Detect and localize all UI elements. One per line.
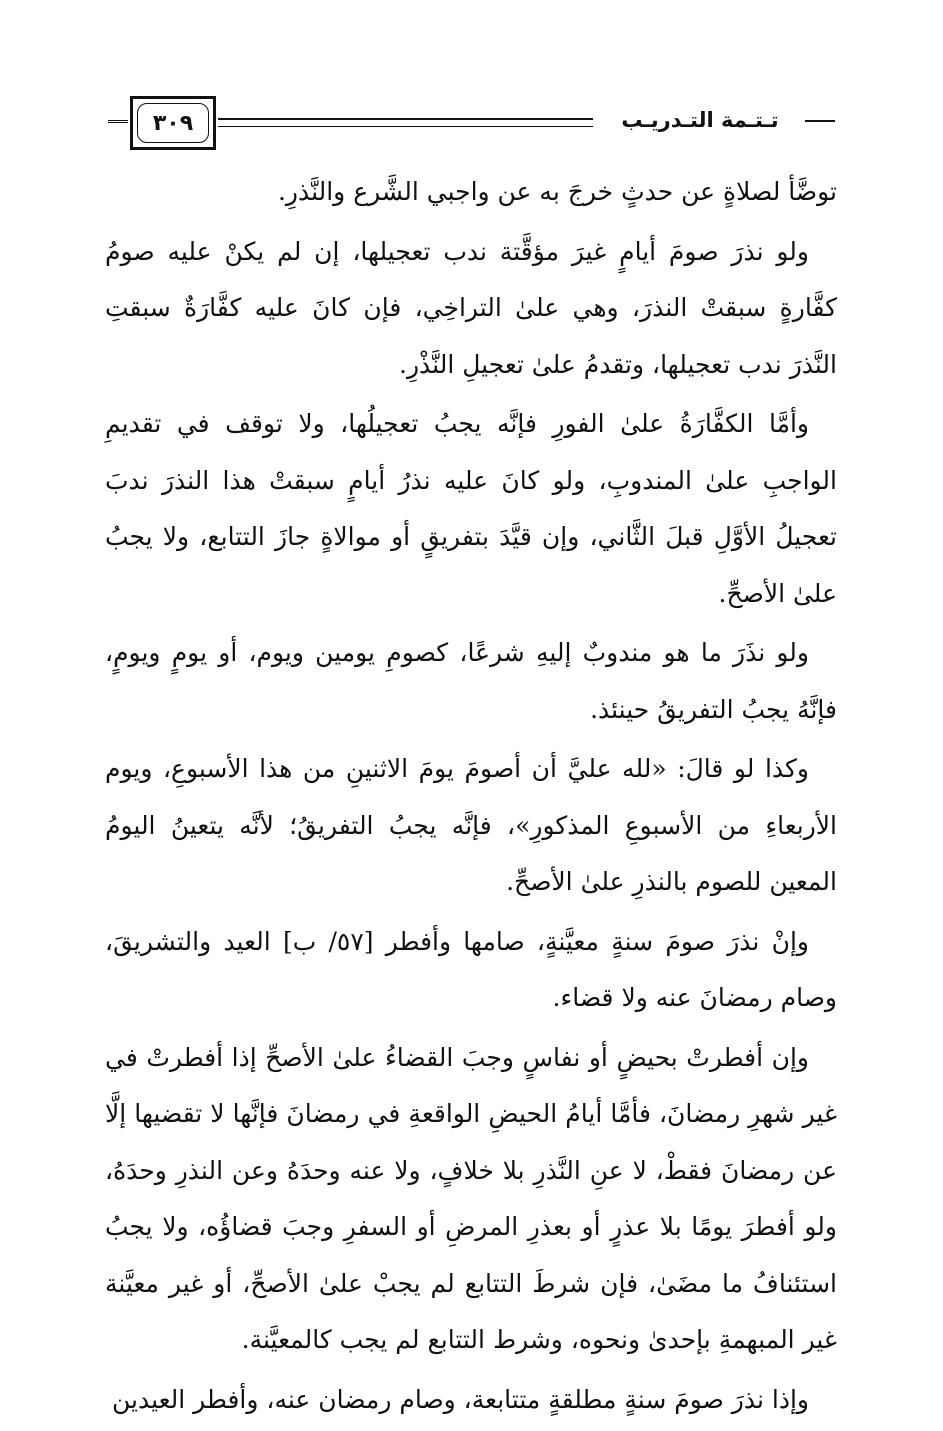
paragraph: وإذا نذرَ صومَ سنةٍ مطلقةٍ متتابعة، وصام رمضان عنه، وأفطر العيدين	[111, 1384, 809, 1414]
page-number-frame	[130, 96, 216, 150]
paragraph: وإنْ نذرَ صومَ سنةٍ معيَّنةٍ، صامها وأفطر [٥٧/ ب] العيد والتشريقَ، وصام رمضانَ عنه ولا قضاء.	[105, 926, 837, 1012]
paragraph: وإن أفطرتْ بحيضٍ أو نفاسٍ وجبَ القضاءُ علىٰ الأصحِّ إذا أفطرتْ في غير شهرِ رمضانَ، فأمَّا أيامُ الحيضِ الواقعةِ في رمضانَ فإنَّها لا تقضيها إلَّا عن رمضانَ فقطْ، لا عنِ النَّذرِ بلا خلافٍ، ولا عنه وحدَهُ وعن النذرِ وحدَهُ، ولو أفطرَ يومًا بلا عذرٍ أو بعذرِ المرضِ أو السفرِ وجبَ قضاؤُه، ولا يجبُ استئنافُ ما مضَىٰ، فإن شرطَ التتابع لم يجبْ علىٰ الأصحِّ، أو غير معيَّنة غير المبهمةِ بإحدىٰ ونحوه، وشرط التتابع لم يجب كالمعيَّنة.	[105, 1042, 837, 1354]
body-text	[105, 164, 837, 1431]
paragraph: ولو نذرَ صومَ أيامٍ غيرَ مؤقَّتة ندب تعجيلها، إن لم يكنْ عليه صومُ كفَّارةٍ سبقتْ النذرَ، وهي علىٰ التراخِي، فإن كانَ عليه كفَّارَةٌ سبقتِ النَّذرَ ندب تعجيلها، وتقدمُ علىٰ تعجيلِ النَّذْرِ.	[105, 236, 837, 379]
running-title: تـتـمة التـدريـب	[621, 108, 779, 132]
paragraph: ولو نذَرَ ما هو مندوبٌ إليهِ شرعًا، كصومِ يومين ويوم، أو يومٍ ويومٍ، فإنَّهُ يجبُ التفريقُ حينئذ.	[105, 638, 837, 724]
page-header	[100, 92, 840, 162]
header-rule	[218, 118, 593, 127]
paragraph: وكذا لو قالَ: «لله عليَّ أن أصومَ يومَ الاثنينِ من هذا الأسبوعِ، ويوم الأربعاءِ من الأسبوعِ المذكورِ»، فإنَّه يجبُ التفريقُ؛ لأنَّه يتعينُ اليومُ المعين للصوم بالنذرِ علىٰ الأصحِّ.	[105, 754, 837, 896]
page-number: ٣٠٩	[152, 110, 194, 136]
header-rule-left	[108, 120, 128, 123]
paragraph: وأمَّا الكفَّارَةُ علىٰ الفورِ فإنَّه يجبُ تعجيلُها، ولا توقف في تقديمِ الواجبِ علىٰ المندوبِ، ولو كانَ عليه نذرُ أيامٍ سبقتْ هذا النذرَ ندبَ تعجيلُ الأوَّلِ قبلَ الثَّاني، وإن قيَّدَ بتفريقٍ أو موالاةٍ جازَ التتابع، ولا يجبُ علىٰ الأصحِّ.	[105, 409, 837, 608]
header-rule-right	[805, 120, 835, 122]
paragraph-continuation: توضَّأ لصلاةٍ عن حدثٍ خرجَ به عن واجبي الشَّرع والنَّذرِ.	[277, 177, 837, 206]
